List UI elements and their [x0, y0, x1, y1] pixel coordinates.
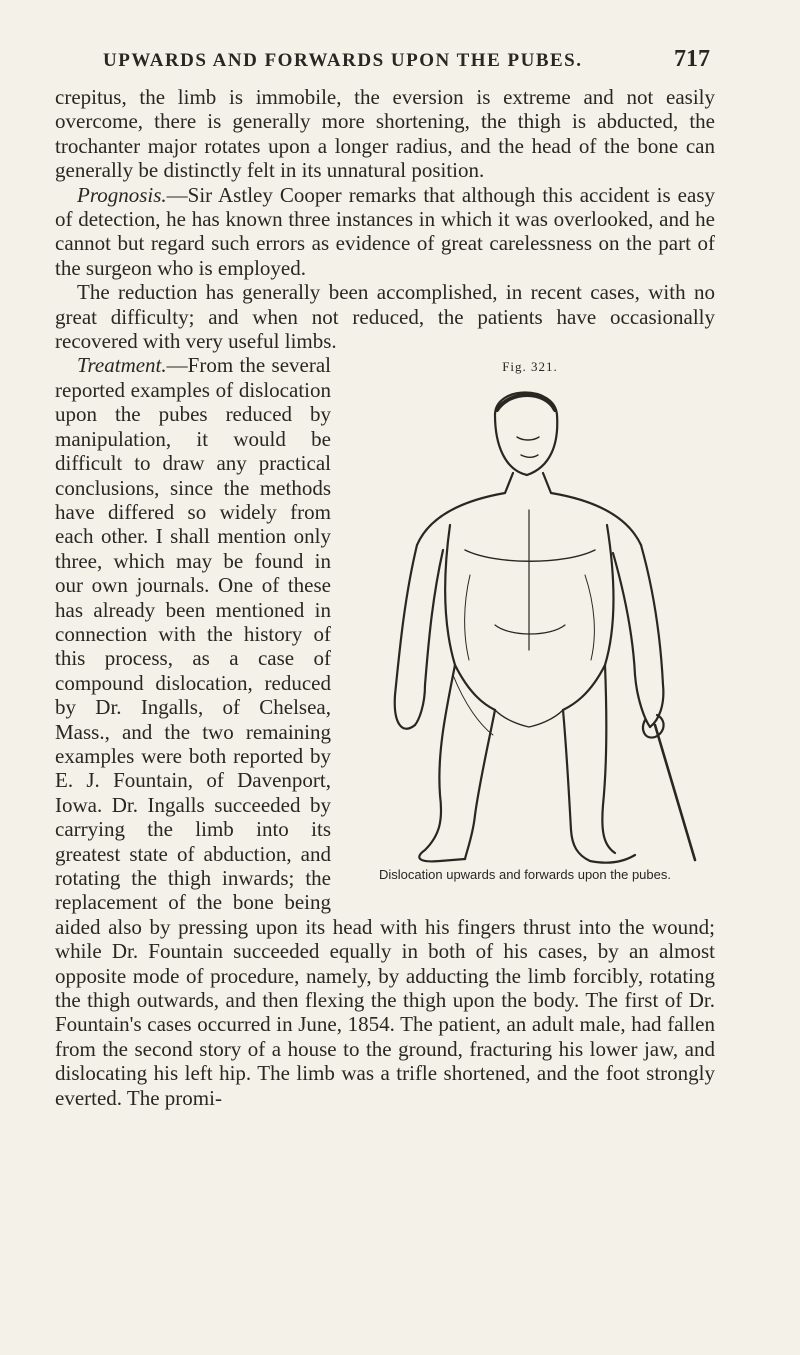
- running-head: UPWARDS AND FORWARDS UPON THE PUBES.: [103, 50, 583, 71]
- paragraph-reduction: The reduction has generally been accomplished, in recent cases, with no great difficulty; and when not reduced, the patients have occasionally recovered with very useful limbs.: [55, 280, 715, 354]
- treatment-heading: Treatment.: [77, 353, 167, 378]
- prognosis-heading: Prognosis.: [77, 182, 167, 207]
- prognosis-text: —Sir Astley Cooper remarks that although this accident is easy of detection, he has known three instances in which it was overlooked, and he cannot but regard such errors as evidence of great carelessness on the part of the surgeon who is employed.: [55, 182, 715, 280]
- dislocation-figure-illustration: [345, 375, 715, 865]
- paragraph-prognosis: [55, 183, 715, 281]
- figure-caption: Dislocation upwards and forwards upon the pubes.: [379, 867, 671, 883]
- treatment-text: —From the several reported examples of dislocation upon the pubes reduced by manipulation, it would be difficult to draw any practical conclusions, since the methods have differed so widely from each other. I shall mention only three, which may be found in our own journals. One of these has already been mentioned in connection with the history of this process, as a case of compound dislocation, reduced by Dr. Ingalls, of Chelsea, Mass., and the two remaining examples were both reported by E. J. Fountain, of Davenport, Iowa. Dr. Ingalls succeeded by carrying the limb into its greatest state of abduction, and rotating the thigh inwards; the replacement of the bone being aided also by pressing upon its head with his fingers thrust into the wound; while Dr. Fountain succeeded equally in both of his cases, by an almost opposite mode of procedure, namely, by adducting the limb forcibly, rotating the thigh outwards, and then flexing the thigh upon the body. The first of Dr. Fountain's cases occurred in June, 1854. The patient, an adult male, had fallen from the second story of a house to the ground, fracturing his lower jaw, and dislocating his left hip. The limb was a trifle shortened, and the foot strongly everted. The promi-: [55, 353, 715, 1110]
- paragraph-1: crepitus, the limb is immobile, the eversion is extreme and not easily overcome, there is generally more shortening, the thigh is abducted, the trochanter major rotates upon a longer radius, and the head of the bone can generally be distinctly felt in its unnatural position.: [55, 85, 715, 183]
- body-text: [55, 85, 715, 1110]
- page-number: 717: [674, 46, 710, 72]
- figure-label: Fig. 321.: [502, 359, 558, 375]
- figure-321: [345, 355, 715, 885]
